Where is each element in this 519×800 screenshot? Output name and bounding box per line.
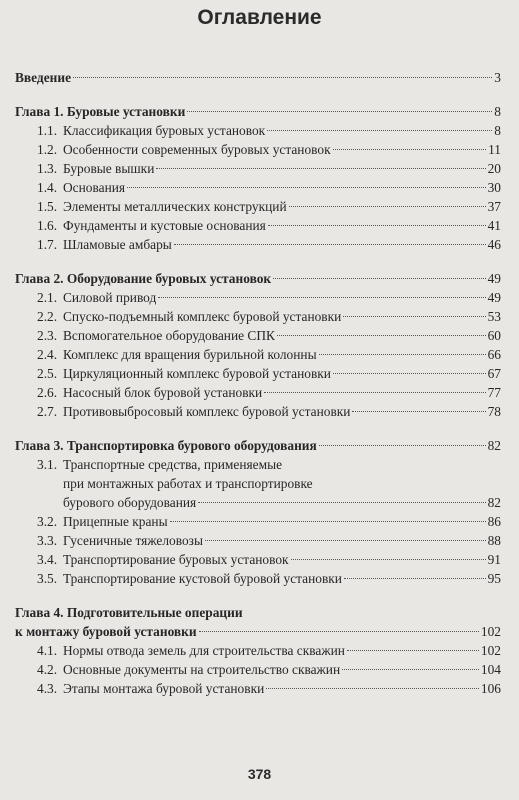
dot-leader <box>344 578 486 579</box>
section-number: 3.3. <box>37 533 58 548</box>
dot-leader <box>333 149 487 150</box>
dot-leader <box>343 316 485 317</box>
dot-leader <box>266 688 479 689</box>
toc-page-number: 66 <box>487 347 501 362</box>
page-title: Оглавление <box>197 6 322 29</box>
toc-page-number: 30 <box>487 180 501 195</box>
section-title: Особенности современных буровых установок <box>63 142 331 157</box>
table-of-contents <box>15 68 501 698</box>
toc-section <box>15 178 501 197</box>
section-number: 2.5. <box>37 366 58 381</box>
dot-leader <box>273 278 485 279</box>
dot-leader <box>268 225 486 226</box>
toc-entry-intro <box>15 68 501 87</box>
toc-page-number: 102 <box>480 624 501 639</box>
section-number: 4.2. <box>37 662 58 677</box>
section-number: 1.5. <box>37 199 58 214</box>
section-number: 2.2. <box>37 309 58 324</box>
toc-section <box>15 235 501 254</box>
toc-page-number: 82 <box>487 495 501 510</box>
toc-section <box>15 531 501 550</box>
section-number: 4.1. <box>37 643 58 658</box>
dot-leader <box>170 521 486 522</box>
toc-page-number: 91 <box>487 552 501 567</box>
section-title: Циркуляционный комплекс буровой установки <box>63 366 331 381</box>
dot-leader <box>319 445 486 446</box>
section-number: 3.1. <box>37 457 58 472</box>
section-number: 1.1. <box>37 123 58 138</box>
dot-leader <box>319 354 486 355</box>
section-title: Элементы металлических конструкций <box>63 199 287 214</box>
toc-page-number: 49 <box>487 290 501 305</box>
toc-section <box>15 159 501 178</box>
toc-section <box>15 326 501 345</box>
section-title: Вспомогательное оборудование СПК <box>63 328 275 343</box>
page-number: 378 <box>247 766 272 782</box>
chapter-title: Глава 2. Оборудование буровых установок <box>15 271 272 286</box>
toc-section-multiline <box>15 455 501 474</box>
section-number: 2.7. <box>37 404 58 419</box>
dot-leader <box>352 411 485 412</box>
dot-leader <box>158 297 485 298</box>
toc-section <box>15 307 501 326</box>
dot-leader <box>127 187 486 188</box>
dot-leader <box>73 77 492 78</box>
section-title: Гусеничные тяжеловозы <box>63 533 203 548</box>
chapter-title: Глава 1. Буровые установки <box>15 104 186 119</box>
section-title: Этапы монтажа буровой установки <box>63 681 265 696</box>
chapter-title: Глава 3. Транспортировка бурового оборудования <box>15 438 317 453</box>
toc-section <box>15 569 501 588</box>
toc-page-number: 104 <box>480 662 501 677</box>
toc-section <box>15 383 501 402</box>
section-title: Буровые вышки <box>63 161 155 176</box>
toc-page-number: 77 <box>487 385 501 400</box>
toc-chapter-4 <box>15 622 501 641</box>
toc-page-number: 49 <box>487 271 501 286</box>
toc-chapter-1 <box>15 102 501 121</box>
dot-leader <box>333 373 486 374</box>
toc-page-number: 46 <box>487 237 501 252</box>
section-title-line: при монтажных работах и транспортировке <box>63 476 313 491</box>
dot-leader <box>174 244 486 245</box>
toc-section <box>15 512 501 531</box>
section-title: Спуско-подъемный комплекс буровой установки <box>63 309 342 324</box>
dot-leader <box>277 335 486 336</box>
toc-page-number: 8 <box>494 104 501 119</box>
dot-leader <box>187 111 492 112</box>
toc-section <box>15 288 501 307</box>
section-number: 2.3. <box>37 328 58 343</box>
toc-section <box>15 121 501 140</box>
section-number: 1.4. <box>37 180 58 195</box>
toc-page-number: 88 <box>487 533 501 548</box>
toc-page-number: 82 <box>487 438 501 453</box>
section-number: 2.1. <box>37 290 58 305</box>
section-title: Транспортирование буровых установок <box>63 552 289 567</box>
toc-page-number: 95 <box>487 571 501 586</box>
section-number: 2.6. <box>37 385 58 400</box>
section-title: Основания <box>63 180 126 195</box>
toc-page-number: 67 <box>487 366 501 381</box>
toc-page-number: 3 <box>494 70 501 85</box>
section-title: Фундаменты и кустовые основания <box>63 218 266 233</box>
toc-section <box>15 550 501 569</box>
toc-page-number: 102 <box>480 643 501 658</box>
section-title: Основные документы на строительство скважин <box>63 662 341 677</box>
dot-leader <box>289 206 486 207</box>
section-number: 1.3. <box>37 161 58 176</box>
section-title: Шламовые амбары <box>63 237 172 252</box>
dot-leader <box>264 392 485 393</box>
section-title-line: Транспортные средства, применяемые <box>63 457 283 472</box>
dot-leader <box>205 540 486 541</box>
section-number: 1.2. <box>37 142 58 157</box>
toc-page-number: 53 <box>487 309 501 324</box>
toc-page-number: 11 <box>488 142 501 157</box>
toc-section <box>15 402 501 421</box>
toc-section <box>15 140 501 159</box>
section-number: 1.6. <box>37 218 58 233</box>
section-title: Классификация буровых установок <box>63 123 266 138</box>
toc-section <box>15 641 501 660</box>
section-number: 3.2. <box>37 514 58 529</box>
section-title: Нормы отвода земель для строительства скважин <box>63 643 345 658</box>
dot-leader <box>198 502 485 503</box>
section-title: Прицепные краны <box>63 514 168 529</box>
section-title: Комплекс для вращения бурильной колонны <box>63 347 317 362</box>
section-number: 4.3. <box>37 681 58 696</box>
toc-section <box>15 679 501 698</box>
dot-leader <box>267 130 492 131</box>
section-title: Силовой привод <box>63 290 157 305</box>
section-number: 1.7. <box>37 237 58 252</box>
toc-section <box>15 216 501 235</box>
dot-leader <box>291 559 486 560</box>
toc-page-number: 106 <box>480 681 501 696</box>
toc-chapter-3 <box>15 436 501 455</box>
section-title: Транспортирование кустовой буровой установки <box>63 571 342 586</box>
chapter-title-line: к монтажу буровой установки <box>15 624 197 639</box>
toc-section <box>15 345 501 364</box>
chapter-title-line: Глава 4. Подготовительные операции <box>15 605 243 620</box>
toc-page-number: 60 <box>487 328 501 343</box>
dot-leader <box>156 168 485 169</box>
toc-section <box>15 197 501 216</box>
dot-leader <box>199 631 479 632</box>
toc-page-number: 86 <box>487 514 501 529</box>
toc-page-number: 20 <box>487 161 501 176</box>
section-title: Противовыбросовый комплекс буровой установки <box>63 404 351 419</box>
toc-page-number: 78 <box>487 404 501 419</box>
section-number: 3.5. <box>37 571 58 586</box>
toc-entry-label: Введение <box>15 70 72 85</box>
section-title-line: бурового оборудования <box>63 495 197 510</box>
section-number: 3.4. <box>37 552 58 567</box>
toc-page-number: 8 <box>494 123 501 138</box>
dot-leader <box>342 669 479 670</box>
toc-section-last-line <box>15 493 501 512</box>
toc-section <box>15 660 501 679</box>
toc-page-number: 37 <box>487 199 501 214</box>
section-title: Насосный блок буровой установки <box>63 385 263 400</box>
section-number: 2.4. <box>37 347 58 362</box>
toc-chapter-2 <box>15 269 501 288</box>
dot-leader <box>347 650 479 651</box>
toc-page-number: 41 <box>487 218 501 233</box>
toc-section <box>15 364 501 383</box>
